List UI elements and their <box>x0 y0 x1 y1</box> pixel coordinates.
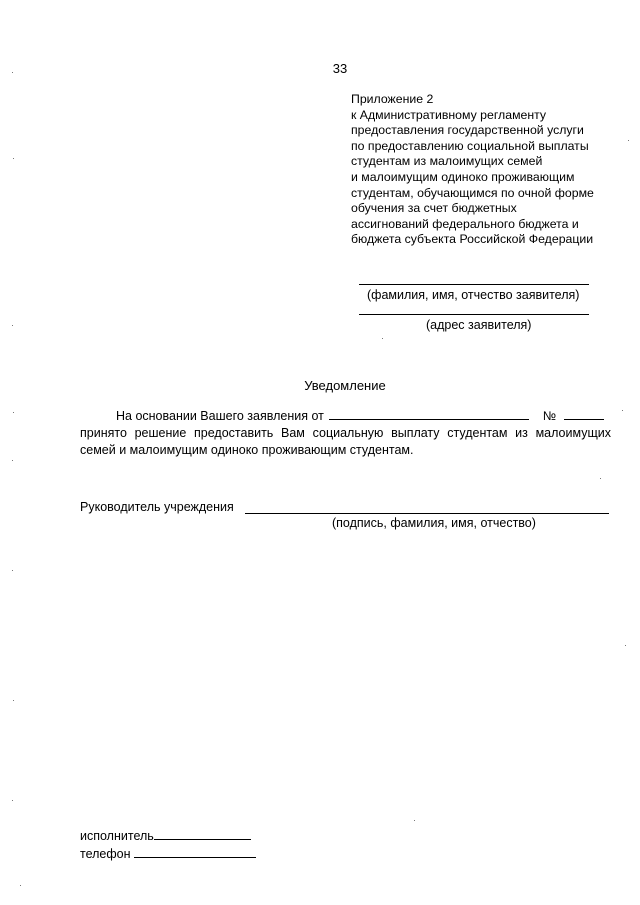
application-number-blank <box>564 408 604 420</box>
appendix-line: и малоимущим одиноко проживающим <box>351 169 575 184</box>
applicant-address-line <box>359 314 589 315</box>
head-signature-row <box>80 500 234 514</box>
phone-blank <box>134 846 256 858</box>
head-signature-caption: (подпись, фамилия, имя, отчество) <box>332 516 536 530</box>
notice-title: Уведомление <box>304 378 386 393</box>
page-number: 33 <box>332 61 348 76</box>
scan-speck <box>625 645 626 646</box>
executor-label: исполнитель <box>80 829 154 843</box>
scan-speck <box>12 72 13 73</box>
phone-row <box>80 846 256 861</box>
notice-line-1 <box>80 408 611 425</box>
scan-speck <box>20 885 21 886</box>
scan-speck <box>12 800 13 801</box>
scan-speck <box>13 700 14 701</box>
applicant-name-caption: (фамилия, имя, отчество заявителя) <box>367 288 580 302</box>
scan-speck <box>12 325 13 326</box>
notice-line-1-prefix: На основании Вашего заявления от <box>116 409 324 423</box>
applicant-address-caption: (адрес заявителя) <box>426 318 532 332</box>
scan-speck <box>600 478 601 479</box>
appendix-line: по предоставлению социальной выплаты <box>351 138 589 153</box>
applicant-name-line <box>359 284 589 285</box>
appendix-header <box>351 92 594 248</box>
scan-speck <box>12 570 13 571</box>
appendix-line: к Административному регламенту <box>351 107 547 122</box>
executor-blank <box>154 828 251 840</box>
head-label: Руководитель учреждения <box>80 500 234 514</box>
application-date-blank <box>329 408 529 420</box>
scan-speck <box>13 412 14 413</box>
scan-speck <box>622 410 623 411</box>
appendix-line: бюджета субъекта Российской Федерации <box>351 232 594 247</box>
scan-speck <box>414 820 415 821</box>
scan-speck <box>382 338 383 339</box>
notice-body <box>80 408 611 458</box>
head-signature-line <box>245 513 609 514</box>
appendix-line: предоставления государственной услуги <box>351 123 584 138</box>
appendix-line: ассигнований федерального бюджета и <box>351 216 579 231</box>
number-sign: № <box>542 409 557 423</box>
scan-speck <box>12 460 13 461</box>
appendix-line: Приложение 2 <box>351 92 434 106</box>
appendix-line: студентам, обучающимся по очной форме <box>351 185 594 200</box>
scan-speck <box>628 140 629 141</box>
notice-line-3: семей и малоимущим одиноко проживающим студентам. <box>80 442 414 457</box>
scan-speck <box>13 158 14 159</box>
notice-line-2: принято решение предоставить Вам социальную выплату студентам из малоимущих <box>80 425 611 440</box>
phone-label: телефон <box>80 847 131 861</box>
appendix-line: студентам из малоимущих семей <box>351 154 543 169</box>
executor-row <box>80 828 251 843</box>
appendix-line: обучения за счет бюджетных <box>351 201 517 216</box>
